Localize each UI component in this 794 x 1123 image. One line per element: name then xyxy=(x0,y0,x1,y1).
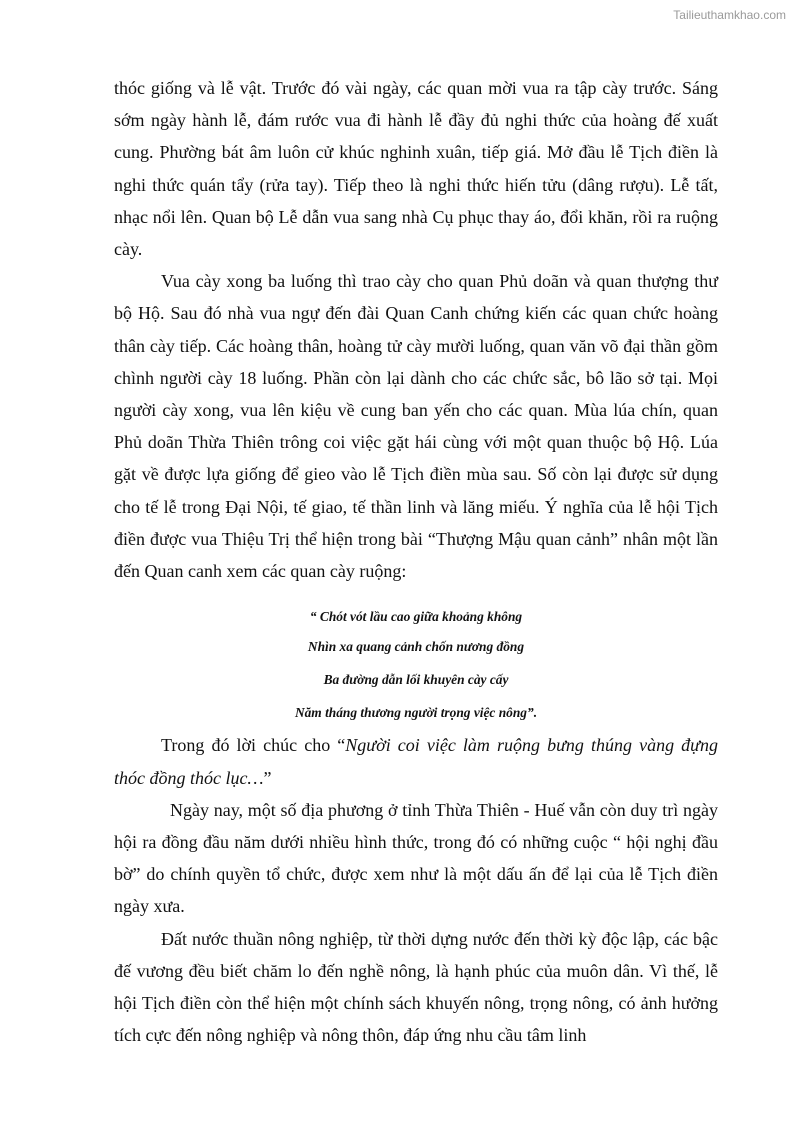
poem-line: “ Chót vót lầu cao giữa khoảng không xyxy=(309,609,523,625)
paragraph-3-tail: ” xyxy=(263,767,272,788)
poem-line: Nhìn xa quang cảnh chốn nương đồng xyxy=(307,639,525,655)
paragraph-3-quote: Người coi việc làm ruộng bưng thúng vàng đựng thóc đồng thóc lục… xyxy=(114,735,718,788)
poem xyxy=(114,603,718,729)
document-page xyxy=(114,72,718,1051)
paragraph-1: thóc giống và lễ vật. Trước đó vài ngày, các quan mời vua ra tập cày trước. Sáng sớm ngày hành lễ, đám rước vua đi hành lễ đầy đủ nghi thức của hoàng đế xuất cung. Phường bát âm luôn cử khúc nghinh xuân, tiếp giá. Mở đầu lễ Tịch điền là nghi thức quán tẩy (rửa tay). Tiếp theo là nghi thức hiến tửu (dâng rượu). Lễ tất, nhạc nổi lên. Quan bộ Lễ dẫn vua sang nhà Cụ phục thay áo, đổi khăn, rồi ra ruộng cày. xyxy=(114,78,718,260)
paragraph-3-lead: Trong đó lời chúc cho “ xyxy=(161,735,346,756)
paragraph-3 xyxy=(114,729,718,793)
poem-line: Ba đường dẫn lối khuyên cày cấy xyxy=(323,671,509,687)
paragraph-4: Ngày nay, một số địa phương ở tỉnh Thừa Thiên - Huế vẫn còn duy trì ngày hội ra đồng đầu năm dưới nhiều hình thức, trong đó có những cuộc “ hội nghị đầu bờ” do chính quyền tổ chức, được xem như là một dấu ấn để lại của lễ Tịch điền ngày xưa. xyxy=(114,799,718,917)
watermark: Tailieuthamkhao.com xyxy=(673,8,786,22)
poem-line: Năm tháng thương người trọng việc nông”. xyxy=(294,704,538,720)
paragraph-2: Vua cày xong ba luống thì trao cày cho quan Phủ doãn và quan thượng thư bộ Hộ. Sau đó nhà vua ngự đến đài Quan Canh chứng kiến các quan chức hoàng thân cày tiếp. Các hoàng thân, hoàng tử cày mười luống, quan văn võ đại thần gồm chình người cày 18 luống. Phần còn lại dành cho các chức sắc, bô lão sở tại. Mọi người cày xong, vua lên kiệu về cung ban yến cho các quan. Mùa lúa chín, quan Phủ doãn Thừa Thiên trông coi việc gặt hái cùng với một quan thuộc bộ Hộ. Lúa gặt về được lựa giống để gieo vào lễ Tịch điền mùa sau. Số còn lại được sử dụng cho tế lễ trong Đại Nội, tế giao, tế thần linh và lăng miếu. Ý nghĩa của lễ hội Tịch điền được vua Thiệu Trị thể hiện trong bài “Thượng Mậu quan cảnh” nhân một lần đến Quan canh xem các quan cày ruộng: xyxy=(114,271,718,582)
paragraph-5: Đất nước thuần nông nghiệp, từ thời dựng nước đến thời kỳ độc lập, các bậc đế vương đều biết chăm lo đến nghề nông, là hạnh phúc của muôn dân. Vì thế, lễ hội Tịch điền còn thể hiện một chính sách khuyến nông, trọng nông, có ảnh hưởng tích cực đến nông nghiệp và nông thôn, đáp ứng nhu cầu tâm linh xyxy=(114,928,718,1046)
